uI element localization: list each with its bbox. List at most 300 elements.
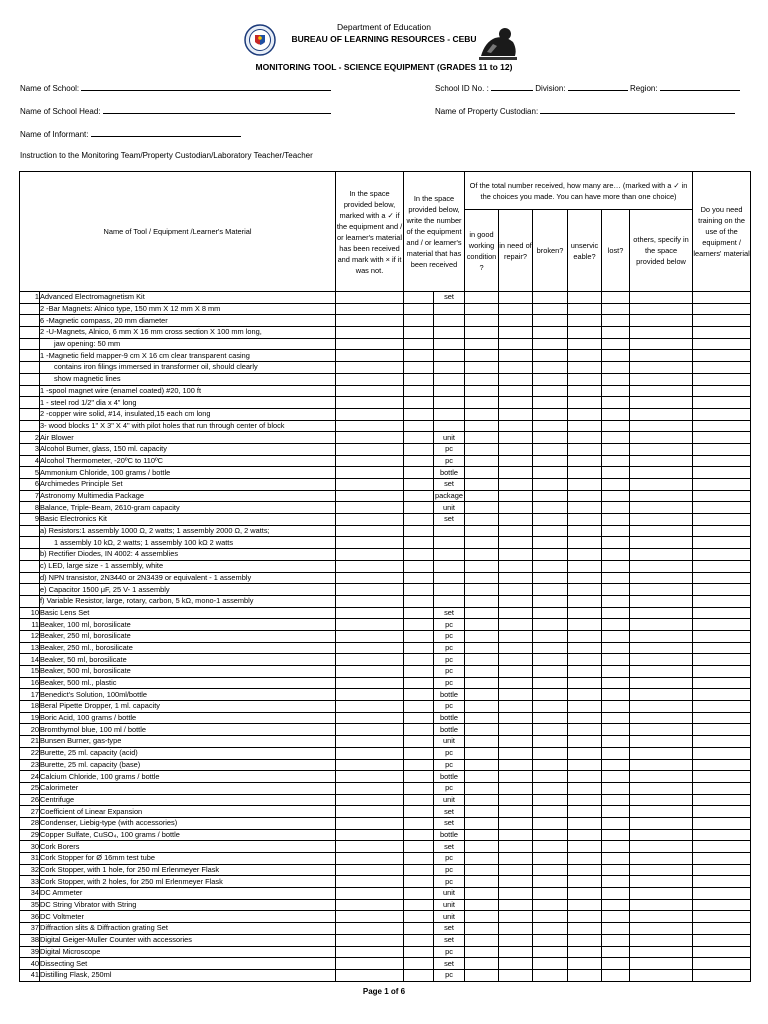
broken-cell[interactable] — [533, 806, 568, 818]
broken-cell[interactable] — [533, 747, 568, 759]
number-cell[interactable] — [404, 923, 434, 935]
others-cell[interactable] — [630, 385, 693, 397]
received-check-cell[interactable] — [336, 584, 404, 596]
training-cell[interactable] — [693, 292, 751, 304]
others-cell[interactable] — [630, 373, 693, 385]
training-cell[interactable] — [693, 338, 751, 350]
others-cell[interactable] — [630, 677, 693, 689]
broken-cell[interactable] — [533, 724, 568, 736]
number-cell[interactable] — [404, 782, 434, 794]
others-cell[interactable] — [630, 490, 693, 502]
good-cell[interactable] — [465, 630, 499, 642]
number-cell[interactable] — [404, 946, 434, 958]
others-cell[interactable] — [630, 736, 693, 748]
lost-cell[interactable] — [602, 584, 630, 596]
good-cell[interactable] — [465, 806, 499, 818]
good-cell[interactable] — [465, 584, 499, 596]
others-cell[interactable] — [630, 607, 693, 619]
property-custodian-field[interactable] — [435, 105, 735, 116]
lost-cell[interactable] — [602, 560, 630, 572]
received-check-cell[interactable] — [336, 619, 404, 631]
number-cell[interactable] — [404, 607, 434, 619]
others-cell[interactable] — [630, 817, 693, 829]
lost-cell[interactable] — [602, 303, 630, 315]
lost-cell[interactable] — [602, 724, 630, 736]
repair-cell[interactable] — [499, 338, 533, 350]
unserviceable-cell[interactable] — [568, 549, 602, 561]
broken-cell[interactable] — [533, 443, 568, 455]
received-check-cell[interactable] — [336, 946, 404, 958]
good-cell[interactable] — [465, 455, 499, 467]
repair-cell[interactable] — [499, 373, 533, 385]
good-cell[interactable] — [465, 771, 499, 783]
repair-cell[interactable] — [499, 607, 533, 619]
number-cell[interactable] — [404, 759, 434, 771]
training-cell[interactable] — [693, 607, 751, 619]
lost-cell[interactable] — [602, 630, 630, 642]
repair-cell[interactable] — [499, 408, 533, 420]
unserviceable-cell[interactable] — [568, 455, 602, 467]
repair-cell[interactable] — [499, 595, 533, 607]
others-cell[interactable] — [630, 560, 693, 572]
others-cell[interactable] — [630, 888, 693, 900]
good-cell[interactable] — [465, 373, 499, 385]
number-cell[interactable] — [404, 747, 434, 759]
received-check-cell[interactable] — [336, 607, 404, 619]
received-check-cell[interactable] — [336, 479, 404, 491]
lost-cell[interactable] — [602, 677, 630, 689]
broken-cell[interactable] — [533, 432, 568, 444]
number-cell[interactable] — [404, 479, 434, 491]
training-cell[interactable] — [693, 455, 751, 467]
received-check-cell[interactable] — [336, 572, 404, 584]
training-cell[interactable] — [693, 490, 751, 502]
number-cell[interactable] — [404, 666, 434, 678]
lost-cell[interactable] — [602, 817, 630, 829]
repair-cell[interactable] — [499, 946, 533, 958]
good-cell[interactable] — [465, 502, 499, 514]
unserviceable-cell[interactable] — [568, 607, 602, 619]
training-cell[interactable] — [693, 888, 751, 900]
school-name-field[interactable] — [20, 82, 331, 93]
training-cell[interactable] — [693, 560, 751, 572]
unserviceable-cell[interactable] — [568, 701, 602, 713]
repair-cell[interactable] — [499, 736, 533, 748]
repair-cell[interactable] — [499, 701, 533, 713]
good-cell[interactable] — [465, 724, 499, 736]
others-cell[interactable] — [630, 619, 693, 631]
number-cell[interactable] — [404, 549, 434, 561]
broken-cell[interactable] — [533, 923, 568, 935]
good-cell[interactable] — [465, 350, 499, 362]
others-cell[interactable] — [630, 841, 693, 853]
number-cell[interactable] — [404, 315, 434, 327]
training-cell[interactable] — [693, 408, 751, 420]
repair-cell[interactable] — [499, 923, 533, 935]
number-cell[interactable] — [404, 888, 434, 900]
number-cell[interactable] — [404, 338, 434, 350]
unserviceable-cell[interactable] — [568, 771, 602, 783]
broken-cell[interactable] — [533, 794, 568, 806]
others-cell[interactable] — [630, 502, 693, 514]
unserviceable-cell[interactable] — [568, 806, 602, 818]
broken-cell[interactable] — [533, 362, 568, 374]
repair-cell[interactable] — [499, 759, 533, 771]
others-cell[interactable] — [630, 572, 693, 584]
unserviceable-cell[interactable] — [568, 397, 602, 409]
unserviceable-cell[interactable] — [568, 934, 602, 946]
broken-cell[interactable] — [533, 479, 568, 491]
others-cell[interactable] — [630, 397, 693, 409]
lost-cell[interactable] — [602, 689, 630, 701]
unserviceable-cell[interactable] — [568, 642, 602, 654]
repair-cell[interactable] — [499, 829, 533, 841]
training-cell[interactable] — [693, 911, 751, 923]
unserviceable-cell[interactable] — [568, 327, 602, 339]
received-check-cell[interactable] — [336, 373, 404, 385]
received-check-cell[interactable] — [336, 490, 404, 502]
received-check-cell[interactable] — [336, 338, 404, 350]
good-cell[interactable] — [465, 619, 499, 631]
unserviceable-cell[interactable] — [568, 338, 602, 350]
training-cell[interactable] — [693, 736, 751, 748]
number-cell[interactable] — [404, 292, 434, 304]
broken-cell[interactable] — [533, 338, 568, 350]
number-cell[interactable] — [404, 467, 434, 479]
broken-cell[interactable] — [533, 876, 568, 888]
number-cell[interactable] — [404, 385, 434, 397]
training-cell[interactable] — [693, 467, 751, 479]
good-cell[interactable] — [465, 385, 499, 397]
informant-field[interactable] — [20, 128, 241, 139]
good-cell[interactable] — [465, 467, 499, 479]
unserviceable-cell[interactable] — [568, 876, 602, 888]
broken-cell[interactable] — [533, 701, 568, 713]
broken-cell[interactable] — [533, 689, 568, 701]
received-check-cell[interactable] — [336, 677, 404, 689]
number-cell[interactable] — [404, 724, 434, 736]
received-check-cell[interactable] — [336, 701, 404, 713]
good-cell[interactable] — [465, 537, 499, 549]
lost-cell[interactable] — [602, 794, 630, 806]
repair-cell[interactable] — [499, 303, 533, 315]
unserviceable-cell[interactable] — [568, 712, 602, 724]
others-cell[interactable] — [630, 584, 693, 596]
received-check-cell[interactable] — [336, 525, 404, 537]
others-cell[interactable] — [630, 327, 693, 339]
others-cell[interactable] — [630, 292, 693, 304]
training-cell[interactable] — [693, 630, 751, 642]
number-cell[interactable] — [404, 327, 434, 339]
number-cell[interactable] — [404, 584, 434, 596]
received-check-cell[interactable] — [336, 642, 404, 654]
number-cell[interactable] — [404, 701, 434, 713]
good-cell[interactable] — [465, 595, 499, 607]
good-cell[interactable] — [465, 642, 499, 654]
lost-cell[interactable] — [602, 864, 630, 876]
repair-cell[interactable] — [499, 666, 533, 678]
unserviceable-cell[interactable] — [568, 958, 602, 970]
good-cell[interactable] — [465, 946, 499, 958]
broken-cell[interactable] — [533, 771, 568, 783]
training-cell[interactable] — [693, 876, 751, 888]
lost-cell[interactable] — [602, 701, 630, 713]
others-cell[interactable] — [630, 771, 693, 783]
broken-cell[interactable] — [533, 817, 568, 829]
school-head-field[interactable] — [20, 105, 331, 116]
others-cell[interactable] — [630, 701, 693, 713]
good-cell[interactable] — [465, 607, 499, 619]
repair-cell[interactable] — [499, 969, 533, 981]
number-cell[interactable] — [404, 397, 434, 409]
training-cell[interactable] — [693, 572, 751, 584]
repair-cell[interactable] — [499, 572, 533, 584]
received-check-cell[interactable] — [336, 654, 404, 666]
others-cell[interactable] — [630, 549, 693, 561]
good-cell[interactable] — [465, 934, 499, 946]
received-check-cell[interactable] — [336, 292, 404, 304]
training-cell[interactable] — [693, 479, 751, 491]
number-cell[interactable] — [404, 958, 434, 970]
good-cell[interactable] — [465, 560, 499, 572]
received-check-cell[interactable] — [336, 408, 404, 420]
lost-cell[interactable] — [602, 362, 630, 374]
others-cell[interactable] — [630, 420, 693, 432]
broken-cell[interactable] — [533, 899, 568, 911]
others-cell[interactable] — [630, 829, 693, 841]
training-cell[interactable] — [693, 514, 751, 526]
repair-cell[interactable] — [499, 467, 533, 479]
repair-cell[interactable] — [499, 350, 533, 362]
received-check-cell[interactable] — [336, 969, 404, 981]
lost-cell[interactable] — [602, 432, 630, 444]
broken-cell[interactable] — [533, 420, 568, 432]
training-cell[interactable] — [693, 642, 751, 654]
number-cell[interactable] — [404, 841, 434, 853]
broken-cell[interactable] — [533, 490, 568, 502]
received-check-cell[interactable] — [336, 841, 404, 853]
received-check-cell[interactable] — [336, 502, 404, 514]
number-cell[interactable] — [404, 899, 434, 911]
lost-cell[interactable] — [602, 923, 630, 935]
repair-cell[interactable] — [499, 619, 533, 631]
good-cell[interactable] — [465, 701, 499, 713]
repair-cell[interactable] — [499, 525, 533, 537]
others-cell[interactable] — [630, 514, 693, 526]
repair-cell[interactable] — [499, 677, 533, 689]
unserviceable-cell[interactable] — [568, 829, 602, 841]
broken-cell[interactable] — [533, 560, 568, 572]
repair-cell[interactable] — [499, 806, 533, 818]
lost-cell[interactable] — [602, 397, 630, 409]
good-cell[interactable] — [465, 969, 499, 981]
lost-cell[interactable] — [602, 958, 630, 970]
number-cell[interactable] — [404, 432, 434, 444]
received-check-cell[interactable] — [336, 385, 404, 397]
repair-cell[interactable] — [499, 397, 533, 409]
training-cell[interactable] — [693, 958, 751, 970]
training-cell[interactable] — [693, 303, 751, 315]
unserviceable-cell[interactable] — [568, 408, 602, 420]
received-check-cell[interactable] — [336, 455, 404, 467]
unserviceable-cell[interactable] — [568, 630, 602, 642]
broken-cell[interactable] — [533, 455, 568, 467]
others-cell[interactable] — [630, 666, 693, 678]
lost-cell[interactable] — [602, 888, 630, 900]
received-check-cell[interactable] — [336, 420, 404, 432]
others-cell[interactable] — [630, 747, 693, 759]
lost-cell[interactable] — [602, 899, 630, 911]
unserviceable-cell[interactable] — [568, 432, 602, 444]
good-cell[interactable] — [465, 397, 499, 409]
repair-cell[interactable] — [499, 958, 533, 970]
good-cell[interactable] — [465, 327, 499, 339]
broken-cell[interactable] — [533, 584, 568, 596]
lost-cell[interactable] — [602, 607, 630, 619]
training-cell[interactable] — [693, 327, 751, 339]
lost-cell[interactable] — [602, 373, 630, 385]
good-cell[interactable] — [465, 899, 499, 911]
unserviceable-cell[interactable] — [568, 595, 602, 607]
good-cell[interactable] — [465, 864, 499, 876]
lost-cell[interactable] — [602, 490, 630, 502]
number-cell[interactable] — [404, 934, 434, 946]
unserviceable-cell[interactable] — [568, 817, 602, 829]
broken-cell[interactable] — [533, 397, 568, 409]
training-cell[interactable] — [693, 584, 751, 596]
received-check-cell[interactable] — [336, 736, 404, 748]
others-cell[interactable] — [630, 806, 693, 818]
lost-cell[interactable] — [602, 537, 630, 549]
good-cell[interactable] — [465, 338, 499, 350]
unserviceable-cell[interactable] — [568, 899, 602, 911]
repair-cell[interactable] — [499, 689, 533, 701]
number-cell[interactable] — [404, 864, 434, 876]
lost-cell[interactable] — [602, 736, 630, 748]
lost-cell[interactable] — [602, 747, 630, 759]
others-cell[interactable] — [630, 958, 693, 970]
number-cell[interactable] — [404, 829, 434, 841]
good-cell[interactable] — [465, 677, 499, 689]
repair-cell[interactable] — [499, 630, 533, 642]
repair-cell[interactable] — [499, 327, 533, 339]
received-check-cell[interactable] — [336, 888, 404, 900]
unserviceable-cell[interactable] — [568, 666, 602, 678]
broken-cell[interactable] — [533, 525, 568, 537]
lost-cell[interactable] — [602, 502, 630, 514]
good-cell[interactable] — [465, 829, 499, 841]
number-cell[interactable] — [404, 362, 434, 374]
broken-cell[interactable] — [533, 934, 568, 946]
number-cell[interactable] — [404, 771, 434, 783]
lost-cell[interactable] — [602, 853, 630, 865]
others-cell[interactable] — [630, 654, 693, 666]
unserviceable-cell[interactable] — [568, 794, 602, 806]
received-check-cell[interactable] — [336, 899, 404, 911]
repair-cell[interactable] — [499, 864, 533, 876]
received-check-cell[interactable] — [336, 514, 404, 526]
received-check-cell[interactable] — [336, 923, 404, 935]
good-cell[interactable] — [465, 420, 499, 432]
unserviceable-cell[interactable] — [568, 584, 602, 596]
good-cell[interactable] — [465, 747, 499, 759]
others-cell[interactable] — [630, 350, 693, 362]
number-cell[interactable] — [404, 619, 434, 631]
broken-cell[interactable] — [533, 654, 568, 666]
others-cell[interactable] — [630, 864, 693, 876]
repair-cell[interactable] — [499, 876, 533, 888]
lost-cell[interactable] — [602, 408, 630, 420]
repair-cell[interactable] — [499, 479, 533, 491]
others-cell[interactable] — [630, 759, 693, 771]
good-cell[interactable] — [465, 549, 499, 561]
broken-cell[interactable] — [533, 607, 568, 619]
number-cell[interactable] — [404, 502, 434, 514]
others-cell[interactable] — [630, 537, 693, 549]
unserviceable-cell[interactable] — [568, 385, 602, 397]
number-cell[interactable] — [404, 677, 434, 689]
training-cell[interactable] — [693, 934, 751, 946]
lost-cell[interactable] — [602, 338, 630, 350]
unserviceable-cell[interactable] — [568, 864, 602, 876]
received-check-cell[interactable] — [336, 303, 404, 315]
received-check-cell[interactable] — [336, 806, 404, 818]
number-cell[interactable] — [404, 806, 434, 818]
good-cell[interactable] — [465, 759, 499, 771]
unserviceable-cell[interactable] — [568, 724, 602, 736]
number-cell[interactable] — [404, 736, 434, 748]
unserviceable-cell[interactable] — [568, 654, 602, 666]
lost-cell[interactable] — [602, 619, 630, 631]
repair-cell[interactable] — [499, 817, 533, 829]
good-cell[interactable] — [465, 432, 499, 444]
received-check-cell[interactable] — [336, 817, 404, 829]
training-cell[interactable] — [693, 701, 751, 713]
training-cell[interactable] — [693, 549, 751, 561]
received-check-cell[interactable] — [336, 689, 404, 701]
unserviceable-cell[interactable] — [568, 969, 602, 981]
unserviceable-cell[interactable] — [568, 747, 602, 759]
training-cell[interactable] — [693, 899, 751, 911]
lost-cell[interactable] — [602, 759, 630, 771]
broken-cell[interactable] — [533, 946, 568, 958]
lost-cell[interactable] — [602, 642, 630, 654]
others-cell[interactable] — [630, 853, 693, 865]
unserviceable-cell[interactable] — [568, 782, 602, 794]
received-check-cell[interactable] — [336, 350, 404, 362]
training-cell[interactable] — [693, 853, 751, 865]
broken-cell[interactable] — [533, 759, 568, 771]
unserviceable-cell[interactable] — [568, 759, 602, 771]
school-id-field[interactable] — [435, 82, 740, 93]
good-cell[interactable] — [465, 408, 499, 420]
others-cell[interactable] — [630, 876, 693, 888]
repair-cell[interactable] — [499, 315, 533, 327]
good-cell[interactable] — [465, 712, 499, 724]
training-cell[interactable] — [693, 443, 751, 455]
lost-cell[interactable] — [602, 327, 630, 339]
good-cell[interactable] — [465, 888, 499, 900]
broken-cell[interactable] — [533, 408, 568, 420]
others-cell[interactable] — [630, 946, 693, 958]
broken-cell[interactable] — [533, 303, 568, 315]
repair-cell[interactable] — [499, 292, 533, 304]
broken-cell[interactable] — [533, 736, 568, 748]
good-cell[interactable] — [465, 666, 499, 678]
others-cell[interactable] — [630, 969, 693, 981]
training-cell[interactable] — [693, 537, 751, 549]
unserviceable-cell[interactable] — [568, 420, 602, 432]
